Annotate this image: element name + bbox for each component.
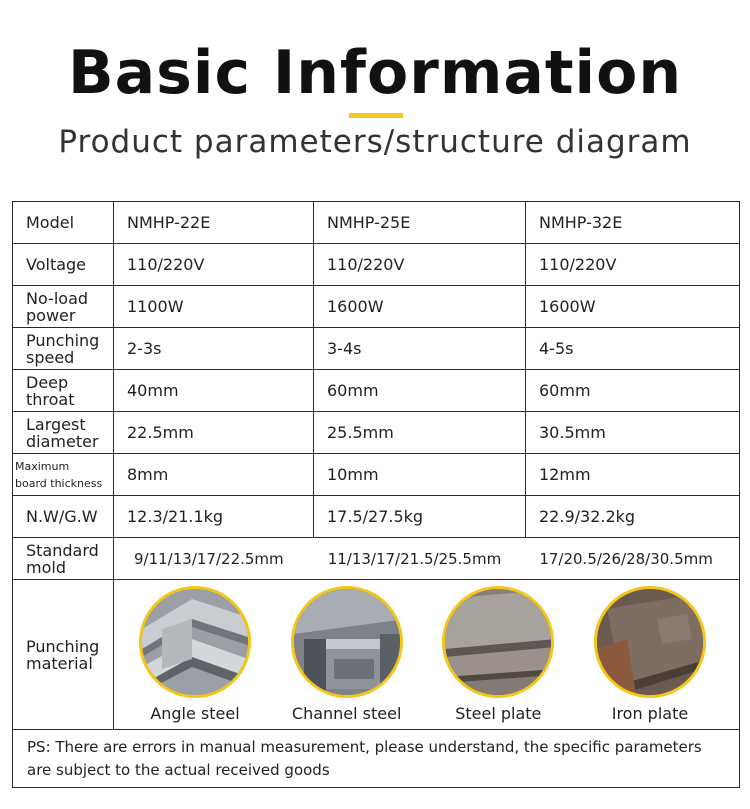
row-label [13, 370, 114, 412]
cell-value: 1600W [314, 286, 526, 328]
materials-cell [114, 580, 740, 730]
cell-value: 110/220V [114, 244, 314, 286]
iron-plate-image [594, 586, 706, 698]
row-label: N.W/G.W [13, 496, 114, 538]
row-label-line: No-load [26, 288, 89, 308]
cell-value: 30.5mm [526, 412, 740, 454]
cell-value: 1600W [526, 286, 740, 328]
cell-value: 10mm [314, 454, 526, 496]
cell-value: 12mm [526, 454, 740, 496]
row-label [13, 286, 114, 328]
table-row-largest-diameter [13, 412, 740, 454]
cell-value: 60mm [314, 370, 526, 412]
row-label-line: throat [26, 389, 75, 409]
table-row-voltage [13, 244, 740, 286]
table-row-punching-speed [13, 328, 740, 370]
material-label: Angle steel [150, 704, 240, 723]
row-label [13, 328, 114, 370]
row-label-line: mold [26, 557, 66, 577]
cell-value: 8mm [114, 454, 314, 496]
row-label-line: speed [26, 347, 75, 367]
channel-steel-image [291, 586, 403, 698]
table-row-weight [13, 496, 740, 538]
cell-value: 9/11/13/17/22.5mm [134, 549, 284, 568]
cell-value: 3-4s [314, 328, 526, 370]
cell-value: 11/13/17/21.5/25.5mm [327, 549, 502, 568]
row-label-line: power [26, 305, 76, 325]
table-row-max-board-thickness [13, 454, 740, 496]
material-label: Iron plate [611, 704, 689, 723]
material-item [423, 586, 573, 723]
row-label: Voltage [13, 244, 114, 286]
angle-steel-image [139, 586, 251, 698]
table-row-punching-material [13, 580, 740, 730]
spec-table [12, 201, 740, 788]
row-label: Model [13, 202, 114, 244]
cell-value: NMHP-32E [526, 202, 740, 244]
row-label [13, 454, 114, 496]
mold-values-cell [114, 538, 740, 580]
cell-value: 17.5/27.5kg [314, 496, 526, 538]
cell-value: 110/220V [526, 244, 740, 286]
cell-value: NMHP-25E [314, 202, 526, 244]
material-label: Steel plate [455, 704, 542, 723]
cell-value: 17/20.5/26/28/30.5mm [539, 549, 713, 568]
row-label [13, 412, 114, 454]
row-label [13, 538, 114, 580]
cell-value: NMHP-22E [114, 202, 314, 244]
row-label-line: material [26, 653, 93, 673]
row-label-line: Punching [26, 636, 100, 656]
table-row-model [13, 202, 740, 244]
material-item [120, 586, 270, 723]
material-item [272, 586, 422, 723]
row-label [13, 580, 114, 730]
cell-value: 60mm [526, 370, 740, 412]
cell-value: 22.5mm [114, 412, 314, 454]
row-label-line: diameter [26, 431, 99, 451]
material-label: Channel steel [291, 704, 402, 723]
table-row-no-load-power [13, 286, 740, 328]
materials-list [114, 586, 739, 723]
cell-value: 40mm [114, 370, 314, 412]
row-label-line: board thickness [15, 476, 103, 490]
cell-value: 25.5mm [314, 412, 526, 454]
cell-value: 1100W [114, 286, 314, 328]
cell-value: 110/220V [314, 244, 526, 286]
cell-value: 12.3/21.1kg [114, 496, 314, 538]
table-row-standard-mold [13, 538, 740, 580]
cell-value: 2-3s [114, 328, 314, 370]
table-row-note [13, 730, 740, 788]
page-subtitle: Product parameters/structure diagram [58, 124, 692, 160]
material-item [575, 586, 725, 723]
title-accent-bar [349, 113, 403, 118]
cell-value: 22.9/32.2kg [526, 496, 740, 538]
page-title: Basic Information [67, 38, 683, 108]
row-label-line: Standard [26, 540, 99, 560]
cell-value: 4-5s [526, 328, 740, 370]
row-label-line: Punching [26, 330, 100, 350]
table-row-deep-throat [13, 370, 740, 412]
row-label-line: Largest [26, 414, 86, 434]
row-label-line: Deep [26, 372, 69, 392]
disclaimer-note: PS: There are errors in manual measurement, please understand, the specific parameters are subject to the actual received goods [13, 730, 740, 788]
row-label-line: Maximum [15, 459, 70, 473]
steel-plate-image [442, 586, 554, 698]
